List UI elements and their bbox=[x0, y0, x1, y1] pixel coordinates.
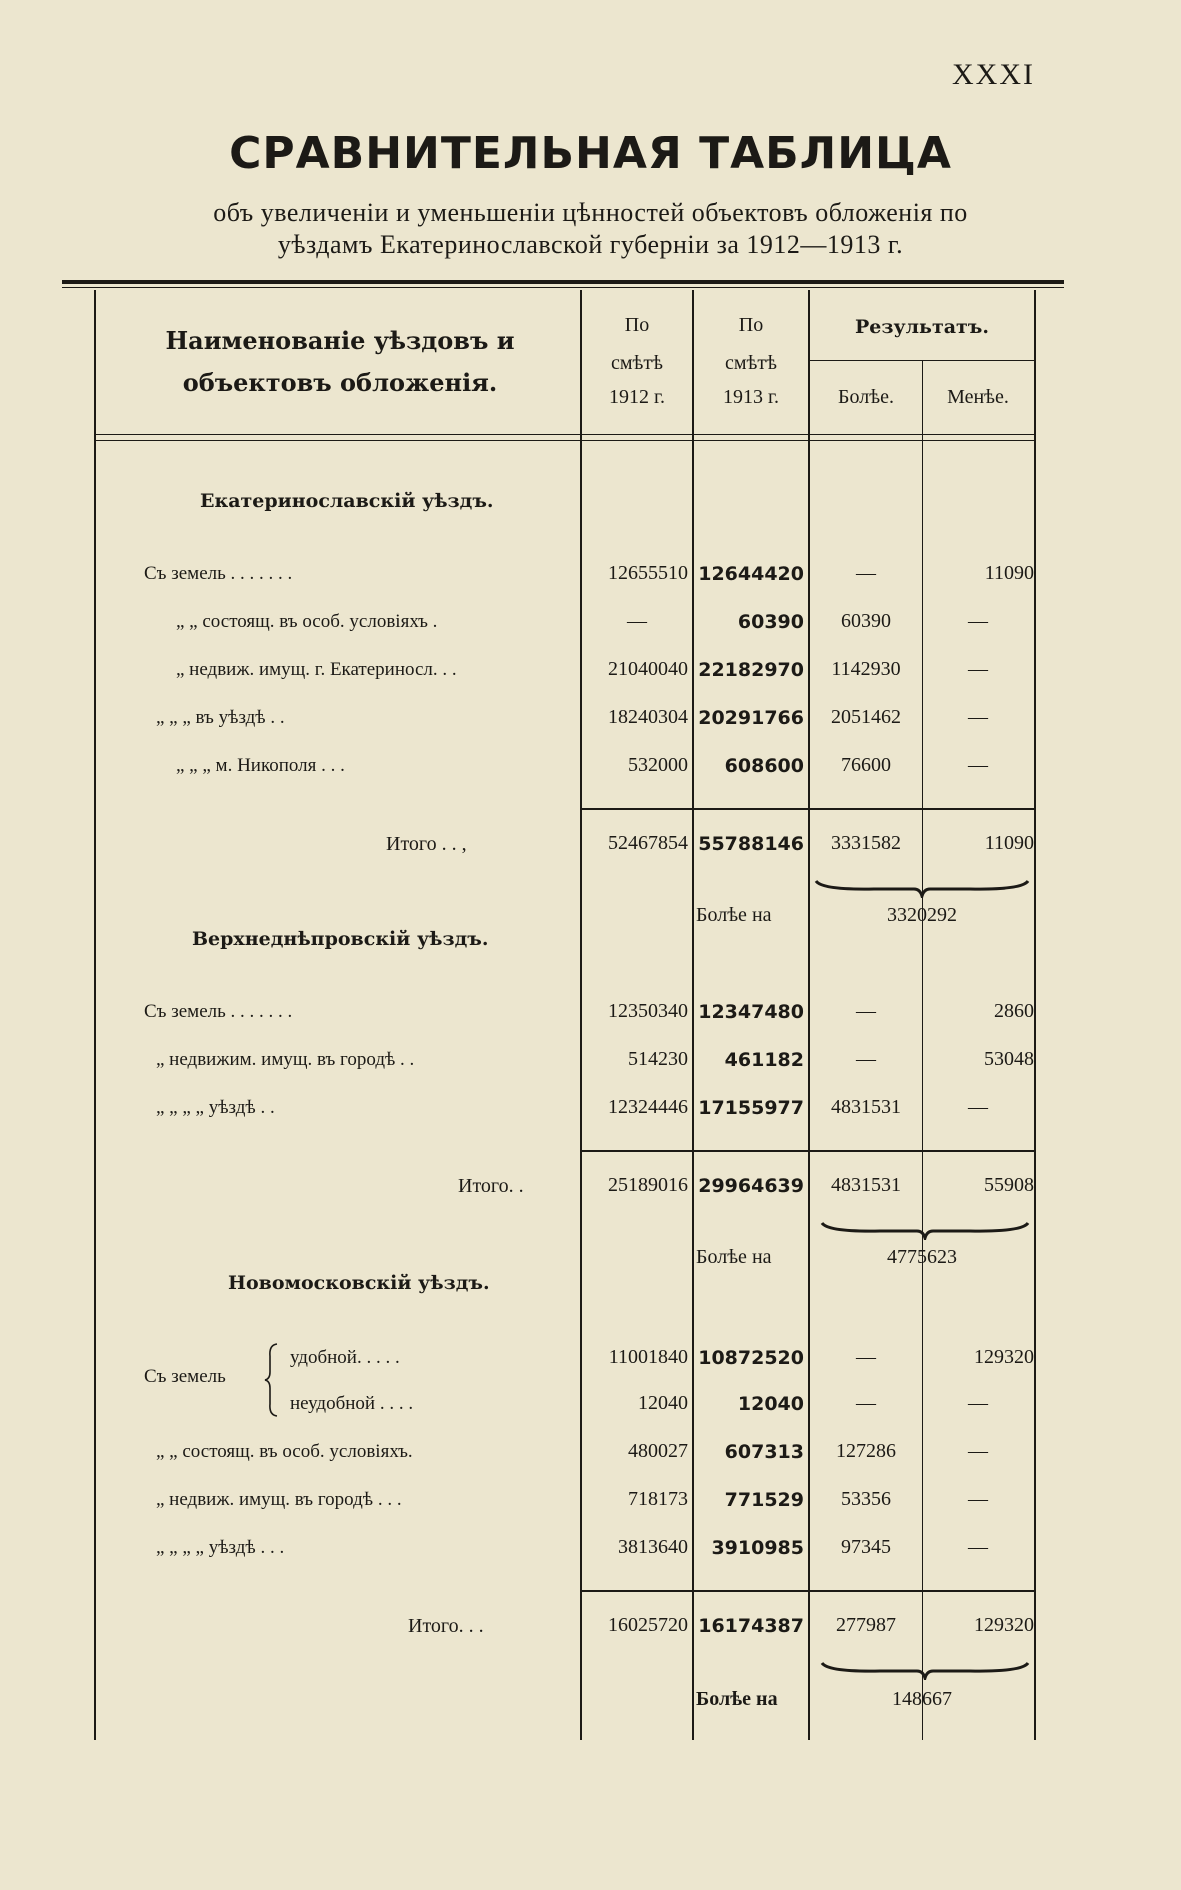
value-1913: 17155977 bbox=[698, 1097, 804, 1119]
value-1912: 12350340 bbox=[608, 1000, 688, 1022]
value-less: 2860 bbox=[994, 1000, 1034, 1022]
value-more: — bbox=[856, 1048, 876, 1070]
value-more: 60390 bbox=[841, 610, 891, 632]
result-subheader-rule bbox=[810, 360, 1034, 361]
value-less: 129320 bbox=[974, 1346, 1034, 1368]
value-more: — bbox=[856, 1000, 876, 1022]
value-less: 53048 bbox=[984, 1048, 1034, 1070]
net-label: Болѣе на bbox=[696, 1246, 772, 1268]
value-less: — bbox=[968, 1096, 988, 1118]
brace-icon bbox=[264, 1342, 280, 1418]
row-label: „ „ „ „ уѣздѣ . . bbox=[156, 1097, 275, 1118]
total-label: Итого. . . bbox=[408, 1615, 484, 1637]
row-label: „ недвиж. имущ. г. Екатериносл. . . bbox=[176, 659, 457, 680]
value-less: — bbox=[968, 1392, 988, 1414]
header-1913-line-3: 1913 г. bbox=[723, 386, 779, 408]
net-value: 3320292 bbox=[887, 904, 957, 926]
page-number: XXXI bbox=[952, 58, 1035, 91]
row-label: удобной. . . . . bbox=[290, 1347, 400, 1368]
value-more: — bbox=[856, 1346, 876, 1368]
row-label: Съ земель . . . . . . . bbox=[144, 563, 293, 584]
value-more: 53356 bbox=[841, 1488, 891, 1510]
row-label: „ „ „ въ уѣздѣ . . bbox=[156, 707, 285, 728]
row-label: „ „ состоящ. въ особ. условіяхъ . bbox=[176, 611, 438, 632]
row-label: „ недвиж. имущ. въ городѣ . . . bbox=[156, 1489, 402, 1510]
brace-icon bbox=[820, 1220, 1030, 1240]
section-title-ekaterinoslav: Екатеринославскій уѣздъ. bbox=[200, 490, 494, 512]
row-label: „ „ „ м. Никополя . . . bbox=[176, 755, 345, 776]
total-less: 55908 bbox=[984, 1174, 1034, 1196]
total-1913: 55788146 bbox=[698, 833, 804, 855]
subtitle-line-1: объ увеличеніи и уменьшеніи цѣнностей объектовъ обложенія по bbox=[213, 198, 968, 227]
value-1913: 12347480 bbox=[698, 1001, 804, 1023]
value-1913: 607313 bbox=[724, 1441, 804, 1463]
value-1913: 22182970 bbox=[698, 659, 804, 681]
value-less: — bbox=[968, 610, 988, 632]
value-1913: 608600 bbox=[724, 755, 804, 777]
value-1913: 20291766 bbox=[698, 707, 804, 729]
header-1912-line-3: 1912 г. bbox=[609, 386, 665, 408]
value-1912: 18240304 bbox=[608, 706, 688, 728]
value-1912: 11001840 bbox=[608, 1346, 688, 1368]
value-less: — bbox=[968, 754, 988, 776]
total-1913: 29964639 bbox=[698, 1175, 804, 1197]
value-1913: 12040 bbox=[737, 1393, 804, 1415]
subtotal-rule bbox=[582, 1150, 1034, 1152]
header-result: Результатъ. bbox=[854, 316, 989, 338]
value-less: — bbox=[968, 1440, 988, 1462]
total-more: 4831531 bbox=[831, 1174, 901, 1196]
value-less: 11090 bbox=[984, 562, 1034, 584]
row-label: „ недвижим. имущ. въ городѣ . . bbox=[156, 1049, 415, 1070]
value-more: — bbox=[856, 562, 876, 584]
net-label: Болѣе на bbox=[696, 1688, 778, 1710]
header-bottom-rule bbox=[96, 434, 1034, 435]
subtitle-line-2: уѣздамъ Екатеринославской губерніи за 1912—1913 г. bbox=[277, 230, 904, 259]
subtotal-rule bbox=[582, 1590, 1034, 1592]
value-1912: 480027 bbox=[628, 1440, 688, 1462]
section-title-novomoskovsk: Новомосковскій уѣздъ. bbox=[228, 1272, 490, 1294]
value-more: 127286 bbox=[836, 1440, 896, 1462]
value-less: — bbox=[968, 658, 988, 680]
value-1912: 21040040 bbox=[608, 658, 688, 680]
value-more: 76600 bbox=[841, 754, 891, 776]
subtotal-rule bbox=[582, 808, 1034, 810]
total-label: Итого. . bbox=[458, 1175, 524, 1197]
value-1913: 461182 bbox=[724, 1049, 804, 1071]
header-1912-line-1: По bbox=[624, 314, 650, 336]
value-less: — bbox=[968, 706, 988, 728]
table-top-rule-thin bbox=[62, 287, 1064, 288]
table-top-rule bbox=[62, 280, 1064, 284]
value-1912: 514230 bbox=[628, 1048, 688, 1070]
total-1913: 16174387 bbox=[698, 1615, 804, 1637]
brace-icon bbox=[814, 878, 1030, 898]
value-more: 2051462 bbox=[831, 706, 901, 728]
total-label: Итого . . , bbox=[386, 833, 467, 855]
header-name-line-2: объектовъ обложенія. bbox=[182, 368, 498, 397]
row-label: „ „ „ „ уѣздѣ . . . bbox=[156, 1537, 285, 1558]
net-value: 148667 bbox=[892, 1688, 952, 1710]
header-1912-line-2: смѣтѣ bbox=[611, 352, 663, 374]
left-border bbox=[94, 290, 96, 1740]
value-1913: 60390 bbox=[737, 611, 804, 633]
value-1913: 10872520 bbox=[698, 1347, 804, 1369]
page-title: СРАВНИТЕЛЬНАЯ ТАБЛИЦА bbox=[229, 128, 952, 179]
value-1912: 12655510 bbox=[608, 562, 688, 584]
total-1912: 16025720 bbox=[608, 1614, 688, 1636]
section-title-verkhnedneprovsk: Верхнеднѣпровскій уѣздъ. bbox=[192, 928, 489, 950]
value-1913: 771529 bbox=[724, 1489, 804, 1511]
row-label: „ „ состоящ. въ особ. условіяхъ. bbox=[156, 1441, 413, 1462]
value-1912: 12324446 bbox=[608, 1096, 688, 1118]
value-more: 1142930 bbox=[831, 658, 901, 680]
value-1912: — bbox=[627, 610, 647, 632]
right-border bbox=[1034, 290, 1036, 1740]
total-1912: 52467854 bbox=[608, 832, 688, 854]
value-1912: 12040 bbox=[638, 1392, 688, 1414]
header-more: Болѣе. bbox=[838, 386, 894, 408]
value-less: — bbox=[968, 1488, 988, 1510]
total-more: 3331582 bbox=[831, 832, 901, 854]
value-1912: 3813640 bbox=[618, 1536, 688, 1558]
value-more: — bbox=[856, 1392, 876, 1414]
header-1913-line-2: смѣтѣ bbox=[725, 352, 777, 374]
header-bottom-rule-2 bbox=[96, 440, 1034, 441]
value-more: 4831531 bbox=[831, 1096, 901, 1118]
net-label: Болѣе на bbox=[696, 904, 772, 926]
header-name-line-1: Наименованіе уѣздовъ и bbox=[165, 326, 515, 355]
header-1913-line-1: По bbox=[738, 314, 764, 336]
brace-icon bbox=[820, 1660, 1030, 1680]
total-more: 277987 bbox=[836, 1614, 896, 1636]
value-1912: 718173 bbox=[628, 1488, 688, 1510]
total-less: 11090 bbox=[984, 832, 1034, 854]
row-label: неудобной . . . . bbox=[290, 1393, 414, 1414]
value-1913: 12644420 bbox=[698, 563, 804, 585]
value-more: 97345 bbox=[841, 1536, 891, 1558]
land-label: Съ земель bbox=[144, 1366, 226, 1387]
row-label: Съ земель . . . . . . . bbox=[144, 1001, 293, 1022]
value-1913: 3910985 bbox=[711, 1537, 804, 1559]
header-less: Менѣе. bbox=[947, 386, 1009, 408]
net-value: 4775623 bbox=[887, 1246, 957, 1268]
total-less: 129320 bbox=[974, 1614, 1034, 1636]
total-1912: 25189016 bbox=[608, 1174, 688, 1196]
value-less: — bbox=[968, 1536, 988, 1558]
value-1912: 532000 bbox=[628, 754, 688, 776]
